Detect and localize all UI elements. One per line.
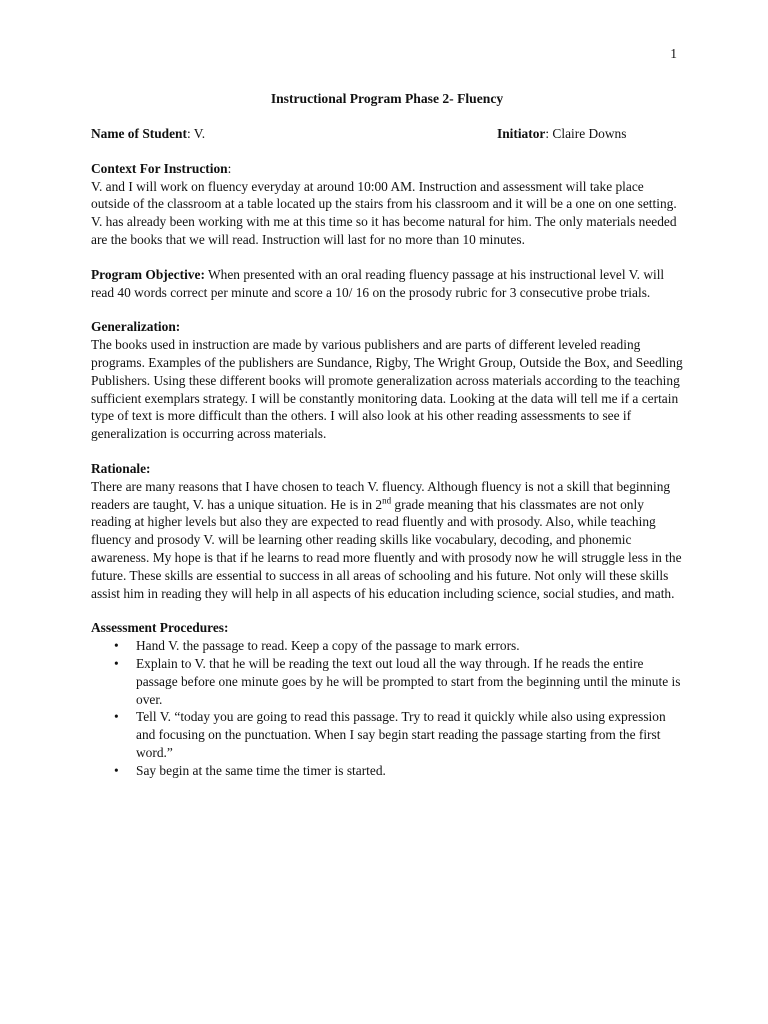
rationale-body [91,478,683,603]
initiator [497,125,626,143]
rationale-heading: Rationale: [91,460,151,476]
list-item-text: Hand V. the passage to read. Keep a copy of the passage to mark errors. [136,638,520,654]
list-item-text: Say begin at the same time the timer is started. [136,762,386,778]
list-item-text: Tell V. “today you are going to read this passage. Try to read it quickly while also using expression and focusing on the punctuation. When I say begin start reading the passage starting from the first word.” [136,709,666,760]
list-item [114,655,683,708]
ordinal-suffix: nd [382,495,392,506]
list-item [114,762,683,780]
assessment-heading: Assessment Procedures: [91,620,229,636]
initiator-label: Initiator [497,125,546,141]
context-body: V. and I will work on fluency everyday at around 10:00 AM. Instruction and assessment will take place outside of the classroom at a table located up the stairs from his classroom and it will be a one on one setting. V. has already been working with me at this time so it has become natural for him. The only materials needed are the books that we will read. Instruction will last for no more than 10 minutes. [91,178,677,247]
generalization-heading: Generalization: [91,319,181,335]
bullet-icon: • [114,762,119,778]
assessment-list [91,637,683,779]
student-name [91,125,205,143]
context-section [91,160,683,249]
objective-body: When presented with an oral reading fluency passage at his instructional level V. will read 40 words correct per minute and score a 10/ 16 on the prosody rubric for 3 consecutive probe trials. [91,266,665,300]
objective-paragraph [91,266,683,302]
document-body [91,90,683,797]
page-number: 1 [670,46,677,61]
bullet-icon: • [114,638,119,654]
initiator-value: : Claire Downs [545,125,627,141]
generalization-section [91,318,683,443]
assessment-section [91,619,683,779]
document-title: Instructional Program Phase 2- Fluency [270,91,504,106]
bullet-icon: • [114,709,119,725]
bullet-icon: • [114,655,119,671]
info-row [91,125,683,143]
rationale-text-2: grade meaning that his classmates are not only reading at higher levels but also they are expected to read fluently and with prosody. Also, while teaching fluency and prosody V. will be learning other reading skills like vocabulary, decoding, and phonemic awareness. My hope is that if he learns to read more fluently and with prosody now he will struggle less in the future. These skills are essential to success in all areas of schooling and his future. Not only will these skills assist him in reading they will help in all aspects of his education including science, social studies, and math. [91,496,682,601]
rationale-text-1: There are many reasons that I have chosen to teach V. fluency. Although fluency is not a skill that beginning readers are taught, V. has a unique situation. He is in 2 [91,478,671,512]
generalization-body: The books used in instruction are made by various publishers and are parts of different leveled reading programs. Examples of the publishers are Sundance, Rigby, The Wright Group, Outside the Box, and Seedling Publishers. Using these different books will promote generalization across materials according to the teaching sufficient exemplars strategy. I will be constantly monitoring data. Looking at the data will tell me if a certain type of text is more difficult than the others. I will also look at his other reading assessments to see if generalization is occurring across materials. [91,337,683,442]
context-heading: Context For Instruction [91,160,228,176]
objective-heading: Program Objective: [91,266,205,282]
rationale-section [91,460,683,602]
context-heading-line [91,160,683,178]
list-item [114,708,683,761]
objective-section [91,266,683,302]
list-item-text: Explain to V. that he will be reading the text out loud all the way through. If he reads the entire passage before one minute goes by he will be prompted to start from the beginning until the minute is over. [136,655,681,707]
context-heading-colon: : [227,160,232,176]
list-item [114,637,683,655]
student-label: Name of Student [91,125,187,141]
student-value: : V. [186,125,206,141]
